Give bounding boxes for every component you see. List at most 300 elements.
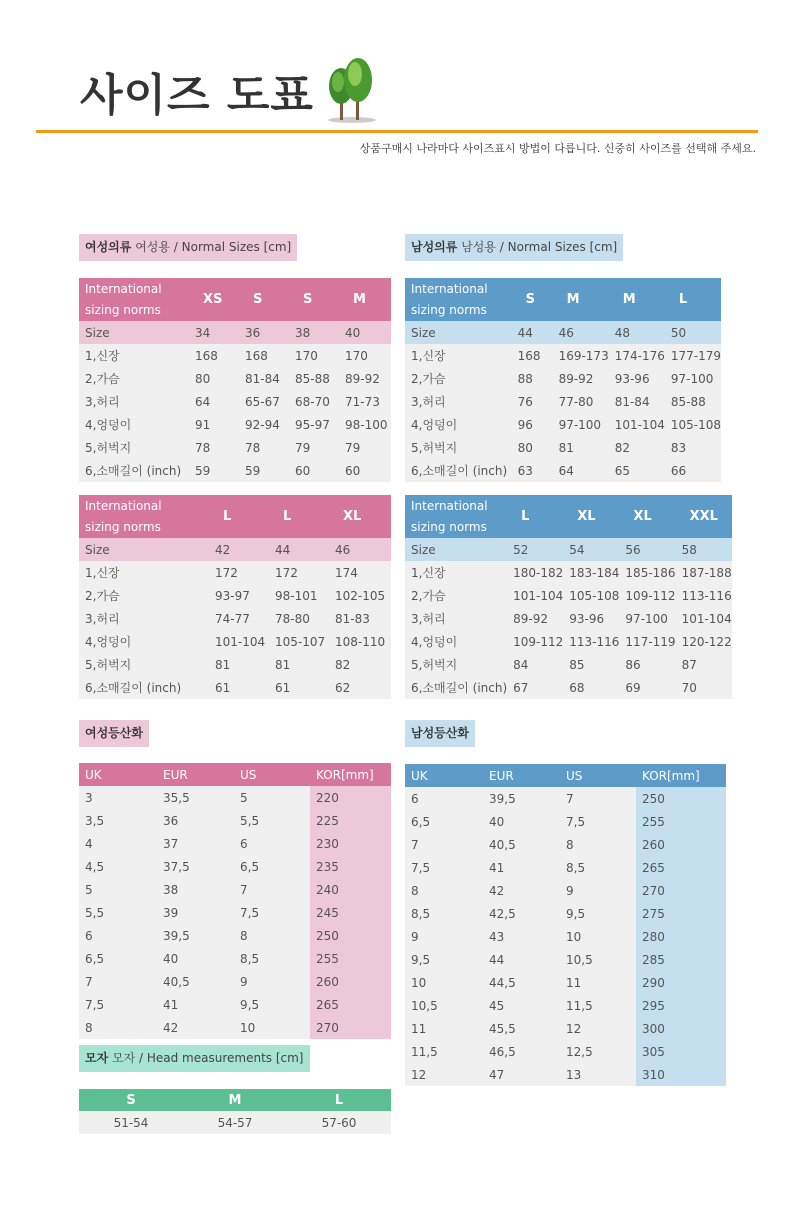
table-cell: 39,5 xyxy=(483,787,560,810)
size-row-cell: Size xyxy=(79,538,209,561)
table-row xyxy=(405,653,732,676)
table-cell: 41 xyxy=(483,856,560,879)
table-cell: 12 xyxy=(405,1063,483,1086)
women-size-table-1 xyxy=(79,278,391,482)
table-cell: 5,허벅지 xyxy=(411,658,458,672)
table-cell: 7 xyxy=(560,787,636,810)
size-row-cell: 40 xyxy=(339,321,391,344)
table-cell: 265 xyxy=(310,993,391,1016)
table-cell: 9 xyxy=(234,970,310,993)
table-cell: 60 xyxy=(345,463,361,478)
table-cell: 89-92 xyxy=(558,371,594,386)
men-shoes-label-text: 남성등산화 xyxy=(411,726,469,740)
table-cell: 82 xyxy=(614,440,630,455)
table-cell: 3,5 xyxy=(79,809,157,832)
column-header: US xyxy=(234,763,310,786)
table-cell: 7,5 xyxy=(405,856,483,879)
table-cell: 80 xyxy=(517,440,533,455)
table-cell: 63 xyxy=(517,463,533,478)
table-cell: 255 xyxy=(310,947,391,970)
table-cell: 7,5 xyxy=(560,810,636,833)
table-cell: 177-179 xyxy=(670,348,721,363)
table-row xyxy=(79,676,391,699)
women-shoes-label xyxy=(79,720,149,747)
table-cell: 7 xyxy=(79,970,157,993)
table-cell: 36 xyxy=(157,809,234,832)
table-cell: 3,허리 xyxy=(85,612,120,626)
table-cell: 305 xyxy=(636,1040,726,1063)
table-cell: 42,5 xyxy=(483,902,560,925)
table-cell: 40 xyxy=(483,810,560,833)
table-row xyxy=(405,344,721,367)
table-cell: 8 xyxy=(405,879,483,902)
size-row-cell: 46 xyxy=(329,538,391,561)
table-cell: 85 xyxy=(569,657,585,672)
table-row xyxy=(405,810,726,833)
table-cell: 79 xyxy=(345,440,361,455)
table-row xyxy=(79,809,391,832)
table-row xyxy=(79,367,391,390)
table-cell: 270 xyxy=(310,1016,391,1039)
size-row-cell: 52 xyxy=(507,538,563,561)
table-cell: 93-97 xyxy=(215,588,250,603)
table-cell: 7 xyxy=(405,833,483,856)
table-cell: 3,허리 xyxy=(85,395,120,409)
hat-size-value: 57-60 xyxy=(287,1111,391,1134)
table-cell: 260 xyxy=(636,833,726,856)
table-cell: 35,5 xyxy=(157,786,234,809)
table-row xyxy=(79,607,391,630)
table-cell: 40,5 xyxy=(483,833,560,856)
table-row xyxy=(405,925,726,948)
table-cell: 9 xyxy=(405,925,483,948)
table-cell: 240 xyxy=(310,878,391,901)
table-cell: 4,엉덩이 xyxy=(411,635,458,649)
table-cell: 6 xyxy=(79,924,157,947)
table-cell: 64 xyxy=(195,394,211,409)
table-cell: 11,5 xyxy=(560,994,636,1017)
table-cell: 8 xyxy=(79,1016,157,1039)
table-cell: 8,5 xyxy=(405,902,483,925)
table-cell: 290 xyxy=(636,971,726,994)
table-cell: 5 xyxy=(234,786,310,809)
table-cell: 6,5 xyxy=(405,810,483,833)
table-cell: 2,가슴 xyxy=(411,372,446,386)
table-cell: 5,허벅지 xyxy=(411,441,458,455)
table-cell: 60 xyxy=(295,463,311,478)
table-cell: 65 xyxy=(614,463,630,478)
table-cell: 9,5 xyxy=(234,993,310,1016)
table-row xyxy=(405,561,732,584)
table-cell: 6,소매길이 (inch) xyxy=(411,464,508,478)
table-cell: 250 xyxy=(310,924,391,947)
table-cell: 8,5 xyxy=(234,947,310,970)
table-cell: 6,소매길이 (inch) xyxy=(411,681,508,695)
table-cell: 66 xyxy=(670,463,687,478)
table-row xyxy=(79,993,391,1016)
table-cell: 39,5 xyxy=(157,924,234,947)
table-cell: 38 xyxy=(157,878,234,901)
size-row-cell: 46 xyxy=(553,321,609,344)
table-cell: 81-83 xyxy=(335,611,370,626)
table-cell: 101-104 xyxy=(614,417,665,432)
table-cell: 81 xyxy=(558,440,574,455)
size-letter: XL xyxy=(619,495,675,538)
table-cell: 3 xyxy=(79,786,157,809)
table-row xyxy=(79,855,391,878)
table-cell: 44,5 xyxy=(483,971,560,994)
table-cell: 113-116 xyxy=(569,634,620,649)
women-clothing-label-text: 여성용 / Normal Sizes [cm] xyxy=(131,240,292,254)
table-cell: 78 xyxy=(245,440,261,455)
table-cell: 2,가슴 xyxy=(85,589,120,603)
table-cell: 81-84 xyxy=(614,394,650,409)
hat-size-table xyxy=(79,1089,391,1134)
header-divider xyxy=(36,130,758,133)
header-label: International sizing norms xyxy=(79,495,209,538)
table-cell: 10,5 xyxy=(560,948,636,971)
table-row xyxy=(405,413,721,436)
table-cell: 174 xyxy=(335,565,358,580)
table-cell: 39 xyxy=(157,901,234,924)
table-cell: 61 xyxy=(275,680,291,695)
table-cell: 83 xyxy=(670,440,687,455)
table-cell: 10,5 xyxy=(405,994,483,1017)
table-row xyxy=(405,607,732,630)
page-title: 사이즈 도표 xyxy=(80,70,314,121)
table-row xyxy=(79,786,391,809)
size-row-cell: 48 xyxy=(609,321,665,344)
size-row-cell: Size xyxy=(405,538,507,561)
table-cell: 45 xyxy=(483,994,560,1017)
table-cell: 5,허벅지 xyxy=(85,658,132,672)
hats-label xyxy=(79,1045,310,1072)
table-cell: 9,5 xyxy=(560,902,636,925)
table-cell: 46,5 xyxy=(483,1040,560,1063)
table-cell: 68-70 xyxy=(295,394,330,409)
table-cell: 101-104 xyxy=(681,611,732,626)
table-cell: 59 xyxy=(195,463,211,478)
size-letter: XL xyxy=(563,495,619,538)
table-cell: 95-97 xyxy=(295,417,330,432)
table-cell: 70 xyxy=(681,680,697,695)
table-cell: 185-186 xyxy=(625,565,676,580)
table-cell: 11 xyxy=(560,971,636,994)
men-size-table-1 xyxy=(405,278,721,482)
table-cell: 11 xyxy=(405,1017,483,1040)
table-cell: 183-184 xyxy=(569,565,620,580)
table-cell: 310 xyxy=(636,1063,726,1086)
table-cell: 10 xyxy=(405,971,483,994)
table-cell: 13 xyxy=(560,1063,636,1086)
table-cell: 265 xyxy=(636,856,726,879)
table-cell: 101-104 xyxy=(215,634,266,649)
header-label: International sizing norms xyxy=(405,278,512,321)
column-header: EUR xyxy=(483,764,560,787)
table-row xyxy=(405,459,721,482)
table-cell: 5,5 xyxy=(79,901,157,924)
table-cell: 285 xyxy=(636,948,726,971)
table-cell: 7 xyxy=(234,878,310,901)
table-cell: 5,5 xyxy=(234,809,310,832)
header-label: International sizing norms xyxy=(405,495,507,538)
table-row xyxy=(405,630,732,653)
table-row xyxy=(79,630,391,653)
hat-size-letter: S xyxy=(79,1089,183,1111)
table-cell: 1,신장 xyxy=(411,566,446,580)
table-cell: 74-77 xyxy=(215,611,250,626)
table-cell: 71-73 xyxy=(345,394,380,409)
table-cell: 37,5 xyxy=(157,855,234,878)
column-header: US xyxy=(560,764,636,787)
table-cell: 82 xyxy=(335,657,351,672)
size-row-cell: 56 xyxy=(619,538,675,561)
table-cell: 260 xyxy=(310,970,391,993)
table-cell: 89-92 xyxy=(345,371,380,386)
table-cell: 40 xyxy=(157,947,234,970)
size-row-cell: 58 xyxy=(676,538,732,561)
table-row xyxy=(405,902,726,925)
size-letter: M xyxy=(553,278,609,321)
table-cell: 42 xyxy=(483,879,560,902)
table-row xyxy=(79,924,391,947)
hat-size-letter: M xyxy=(183,1089,287,1111)
table-cell: 9 xyxy=(560,879,636,902)
table-row xyxy=(405,676,732,699)
table-cell: 40,5 xyxy=(157,970,234,993)
size-letter: S xyxy=(289,278,339,321)
table-row xyxy=(79,584,391,607)
column-header: UK xyxy=(79,763,157,786)
table-cell: 96 xyxy=(517,417,533,432)
size-letter: XXL xyxy=(676,495,732,538)
table-cell: 170 xyxy=(345,348,368,363)
table-cell: 8 xyxy=(560,833,636,856)
size-letter: S xyxy=(239,278,289,321)
table-cell: 187-188 xyxy=(681,565,732,580)
men-shoes-label xyxy=(405,720,475,747)
men-clothing-label-bold: 남성의류 xyxy=(411,240,458,254)
table-cell: 10 xyxy=(560,925,636,948)
hats-label-text: 모자 / Head measurements [cm] xyxy=(108,1051,304,1065)
table-row xyxy=(405,584,732,607)
table-cell: 85-88 xyxy=(295,371,330,386)
table-cell: 102-105 xyxy=(335,588,386,603)
size-row-cell: 38 xyxy=(289,321,339,344)
table-row xyxy=(79,436,391,459)
table-cell: 85-88 xyxy=(670,394,706,409)
table-cell: 47 xyxy=(483,1063,560,1086)
table-cell: 168 xyxy=(245,348,268,363)
table-cell: 117-119 xyxy=(625,634,676,649)
table-cell: 4 xyxy=(79,832,157,855)
table-cell: 77-80 xyxy=(558,394,594,409)
table-cell: 62 xyxy=(335,680,351,695)
women-shoes-label-text: 여성등산화 xyxy=(85,726,143,740)
size-letter: L xyxy=(507,495,563,538)
table-cell: 105-107 xyxy=(275,634,326,649)
header-label: International sizing norms xyxy=(79,278,189,321)
table-cell: 113-116 xyxy=(681,588,732,603)
table-cell: 88 xyxy=(517,371,533,386)
table-cell: 225 xyxy=(310,809,391,832)
table-cell: 230 xyxy=(310,832,391,855)
table-cell: 93-96 xyxy=(614,371,650,386)
size-letter: XS xyxy=(189,278,239,321)
table-cell: 101-104 xyxy=(513,588,564,603)
table-row xyxy=(79,878,391,901)
size-letter: S xyxy=(512,278,553,321)
column-header: EUR xyxy=(157,763,234,786)
table-cell: 3,허리 xyxy=(411,395,446,409)
size-row-cell: 34 xyxy=(189,321,239,344)
table-cell: 4,5 xyxy=(79,855,157,878)
table-cell: 174-176 xyxy=(614,348,665,363)
table-cell: 105-108 xyxy=(670,417,721,432)
table-cell: 91 xyxy=(195,417,211,432)
men-clothing-label xyxy=(405,234,623,261)
table-cell: 65-67 xyxy=(245,394,280,409)
table-row xyxy=(405,1040,726,1063)
size-row-cell: Size xyxy=(405,321,512,344)
table-row xyxy=(405,1017,726,1040)
table-cell: 45,5 xyxy=(483,1017,560,1040)
table-cell: 1,신장 xyxy=(85,566,120,580)
table-cell: 295 xyxy=(636,994,726,1017)
table-cell: 81 xyxy=(215,657,231,672)
size-letter: L xyxy=(269,495,329,538)
table-cell: 67 xyxy=(513,680,529,695)
table-cell: 1,신장 xyxy=(85,349,120,363)
table-cell: 92-94 xyxy=(245,417,280,432)
table-cell: 275 xyxy=(636,902,726,925)
women-clothing-label-bold: 여성의류 xyxy=(85,240,132,254)
table-row xyxy=(79,1016,391,1039)
table-cell: 9,5 xyxy=(405,948,483,971)
table-cell: 59 xyxy=(245,463,261,478)
table-cell: 84 xyxy=(513,657,529,672)
table-cell: 6,소매길이 (inch) xyxy=(85,681,182,695)
table-cell: 4,엉덩이 xyxy=(85,635,132,649)
table-row xyxy=(79,653,391,676)
table-row xyxy=(405,367,721,390)
table-cell: 5,허벅지 xyxy=(85,441,132,455)
table-cell: 41 xyxy=(157,993,234,1016)
table-row xyxy=(405,856,726,879)
table-cell: 250 xyxy=(636,787,726,810)
table-cell: 78 xyxy=(195,440,211,455)
tree-icon xyxy=(322,56,378,124)
table-cell: 97-100 xyxy=(625,611,668,626)
table-cell: 68 xyxy=(569,680,585,695)
table-cell: 6,5 xyxy=(234,855,310,878)
women-clothing-label xyxy=(79,234,297,261)
table-cell: 172 xyxy=(215,565,238,580)
table-cell: 98-101 xyxy=(275,588,318,603)
table-row xyxy=(405,787,726,810)
women-shoe-table xyxy=(79,763,391,1039)
women-size-table-2 xyxy=(79,495,391,699)
table-cell: 180-182 xyxy=(513,565,564,580)
table-cell: 69 xyxy=(625,680,641,695)
table-cell: 220 xyxy=(310,786,391,809)
table-cell: 78-80 xyxy=(275,611,310,626)
table-row xyxy=(405,390,721,413)
table-cell: 4,엉덩이 xyxy=(411,418,458,432)
size-letter: L xyxy=(209,495,269,538)
table-cell: 6 xyxy=(405,787,483,810)
table-cell: 2,가슴 xyxy=(411,589,446,603)
size-row-cell: 50 xyxy=(665,321,721,344)
table-cell: 170 xyxy=(295,348,318,363)
size-notice: 상품구매시 나라마다 사이즈표시 방법이 다릅니다. 신중히 사이즈를 선택해 주세요. xyxy=(359,142,756,155)
table-cell: 280 xyxy=(636,925,726,948)
table-cell: 245 xyxy=(310,901,391,924)
table-cell: 2,가슴 xyxy=(85,372,120,386)
table-cell: 86 xyxy=(625,657,641,672)
table-cell: 97-100 xyxy=(670,371,714,386)
size-row-cell: 36 xyxy=(239,321,289,344)
table-cell: 300 xyxy=(636,1017,726,1040)
size-letter: XL xyxy=(329,495,391,538)
table-cell: 5 xyxy=(79,878,157,901)
table-row xyxy=(79,901,391,924)
table-cell: 43 xyxy=(483,925,560,948)
table-cell: 1,신장 xyxy=(411,349,446,363)
table-cell: 37 xyxy=(157,832,234,855)
table-cell: 168 xyxy=(195,348,218,363)
table-cell: 168 xyxy=(517,348,541,363)
table-cell: 7,5 xyxy=(234,901,310,924)
table-cell: 4,엉덩이 xyxy=(85,418,132,432)
table-cell: 81 xyxy=(275,657,291,672)
table-cell: 76 xyxy=(517,394,533,409)
table-cell: 169-173 xyxy=(558,348,609,363)
table-cell: 3,허리 xyxy=(411,612,446,626)
table-cell: 89-92 xyxy=(513,611,549,626)
table-cell: 6,소매길이 (inch) xyxy=(85,464,182,478)
size-row-cell: 42 xyxy=(209,538,269,561)
column-header: KOR[mm] xyxy=(636,764,726,787)
column-header: UK xyxy=(405,764,483,787)
table-row xyxy=(79,390,391,413)
table-cell: 105-108 xyxy=(569,588,620,603)
column-header: KOR[mm] xyxy=(310,763,391,786)
table-row xyxy=(79,344,391,367)
hat-size-value: 51-54 xyxy=(79,1111,183,1134)
table-cell: 108-110 xyxy=(335,634,386,649)
table-row xyxy=(79,947,391,970)
table-cell: 172 xyxy=(275,565,298,580)
hat-size-letter: L xyxy=(287,1089,391,1111)
hat-size-value: 54-57 xyxy=(183,1111,287,1134)
table-cell: 7,5 xyxy=(79,993,157,1016)
table-row xyxy=(405,1063,726,1086)
table-cell: 79 xyxy=(295,440,311,455)
table-cell: 12,5 xyxy=(560,1040,636,1063)
size-row-cell: Size xyxy=(79,321,189,344)
table-cell: 8 xyxy=(234,924,310,947)
table-row xyxy=(405,948,726,971)
table-cell: 109-112 xyxy=(513,634,564,649)
table-row xyxy=(79,459,391,482)
table-row xyxy=(79,561,391,584)
table-cell: 93-96 xyxy=(569,611,605,626)
table-cell: 270 xyxy=(636,879,726,902)
table-cell: 97-100 xyxy=(558,417,602,432)
table-cell: 61 xyxy=(215,680,231,695)
hats-label-bold: 모자 xyxy=(85,1051,109,1065)
